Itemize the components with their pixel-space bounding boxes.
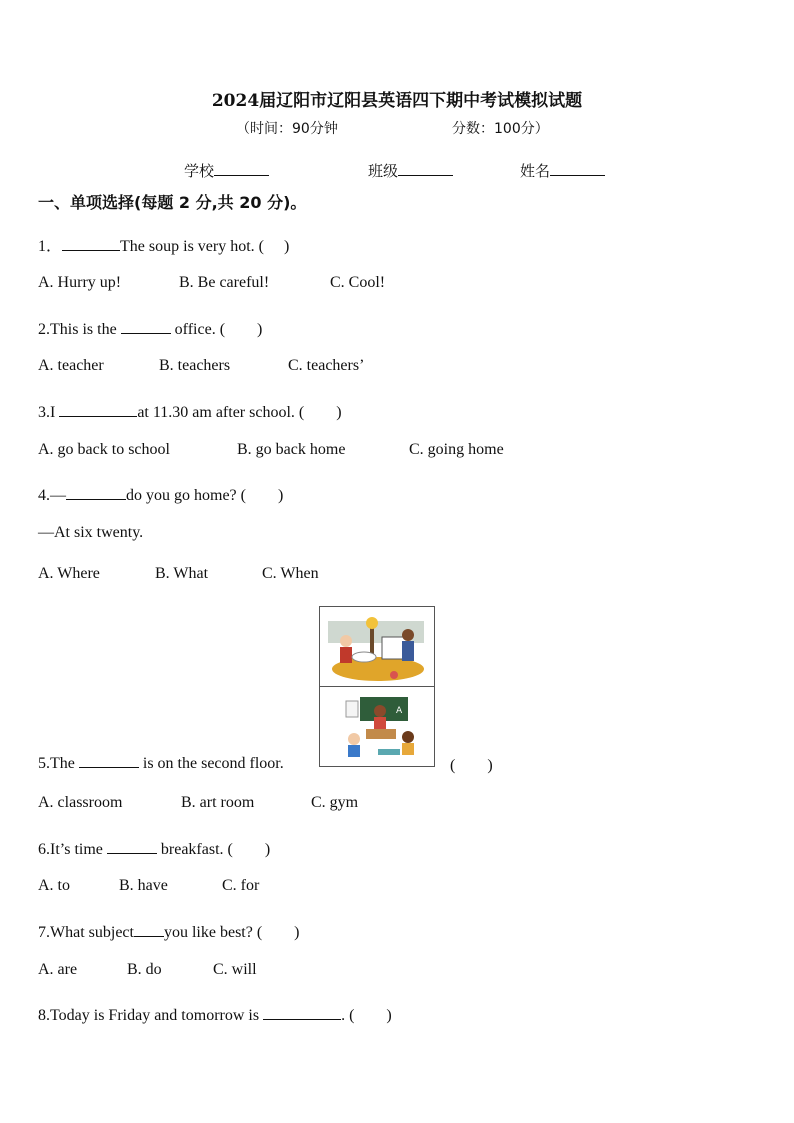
class-field <box>368 160 453 181</box>
options-7 <box>38 961 257 979</box>
question-4-reply: —At six twenty. <box>38 524 144 541</box>
answer-blank[interactable] <box>66 484 126 500</box>
answer-blank[interactable] <box>59 401 137 417</box>
option-b[interactable]: B. art room <box>181 794 255 811</box>
question-5-picture <box>319 606 435 767</box>
name-label: 姓名 <box>520 162 551 180</box>
option-a[interactable]: A. Hurry up! <box>38 274 122 291</box>
options-5 <box>38 794 358 812</box>
question-6: 6.It’s time breakfast. ( ) <box>38 836 270 859</box>
option-c[interactable]: C. for <box>222 877 260 894</box>
option-c[interactable]: C. will <box>213 961 257 978</box>
name-field <box>520 160 605 181</box>
answer-blank[interactable] <box>62 235 120 251</box>
question-1: 1． The soup is very hot. ( ) <box>38 233 289 256</box>
option-a[interactable]: A. teacher <box>38 357 104 374</box>
section-title: 一、单项选择(每题 2 分,共 20 分)。 <box>38 193 307 212</box>
school-label: 学校 <box>184 162 215 180</box>
question-5-paren: ( ) <box>450 757 493 774</box>
question-7: 7.What subject you like best? ( ) <box>38 919 300 942</box>
classroom-picture <box>320 687 434 766</box>
option-a[interactable]: A. Where <box>38 565 100 582</box>
option-b[interactable]: B. do <box>127 961 162 978</box>
class-blank[interactable] <box>398 161 453 176</box>
option-a[interactable]: A. classroom <box>38 794 123 811</box>
art-room-picture <box>320 607 434 687</box>
question-4: 4.— do you go home? ( ) <box>38 482 283 505</box>
answer-blank[interactable] <box>79 752 139 768</box>
option-b[interactable]: B. have <box>119 877 168 894</box>
answer-blank[interactable] <box>263 1004 341 1020</box>
options-1 <box>38 274 385 292</box>
svg-text:A: A <box>396 706 403 716</box>
class-label: 班级 <box>368 162 399 180</box>
name-blank[interactable] <box>550 161 605 176</box>
question-3: 3.I at 11.30 am after school. ( ) <box>38 399 342 422</box>
options-4 <box>38 565 319 583</box>
option-c[interactable]: C. going home <box>409 441 504 458</box>
option-a[interactable]: A. to <box>38 877 70 894</box>
option-a[interactable]: A. are <box>38 961 78 978</box>
options-6 <box>38 877 259 895</box>
page-title: 2024届辽阳市辽阳县英语四下期中考试模拟试题 <box>211 91 583 111</box>
option-b[interactable]: B. teachers <box>159 357 231 374</box>
exam-score: 分数：100分） <box>452 121 549 137</box>
option-c[interactable]: C. gym <box>311 794 359 811</box>
school-blank[interactable] <box>214 161 269 176</box>
option-b[interactable]: B. go back home <box>237 441 346 458</box>
option-a[interactable]: A. go back to school <box>38 441 170 458</box>
answer-blank[interactable] <box>134 921 164 937</box>
school-field <box>184 160 269 181</box>
options-2 <box>38 357 364 375</box>
answer-blank[interactable] <box>121 318 171 334</box>
option-c[interactable]: C. Cool! <box>330 274 386 291</box>
question-2: 2.This is the office. ( ) <box>38 316 262 339</box>
question-5: 5.The is on the second floor. <box>38 752 284 773</box>
option-c[interactable]: C. teachers’ <box>288 357 365 374</box>
exam-time: （时间：90分钟 <box>236 121 338 137</box>
option-c[interactable]: C. When <box>262 565 319 582</box>
question-8: 8.Today is Friday and tomorrow is . ( ) <box>38 1002 392 1025</box>
options-3 <box>38 441 504 459</box>
answer-blank[interactable] <box>107 838 157 854</box>
option-b[interactable]: B. Be careful! <box>179 274 270 291</box>
option-b[interactable]: B. What <box>155 565 209 582</box>
